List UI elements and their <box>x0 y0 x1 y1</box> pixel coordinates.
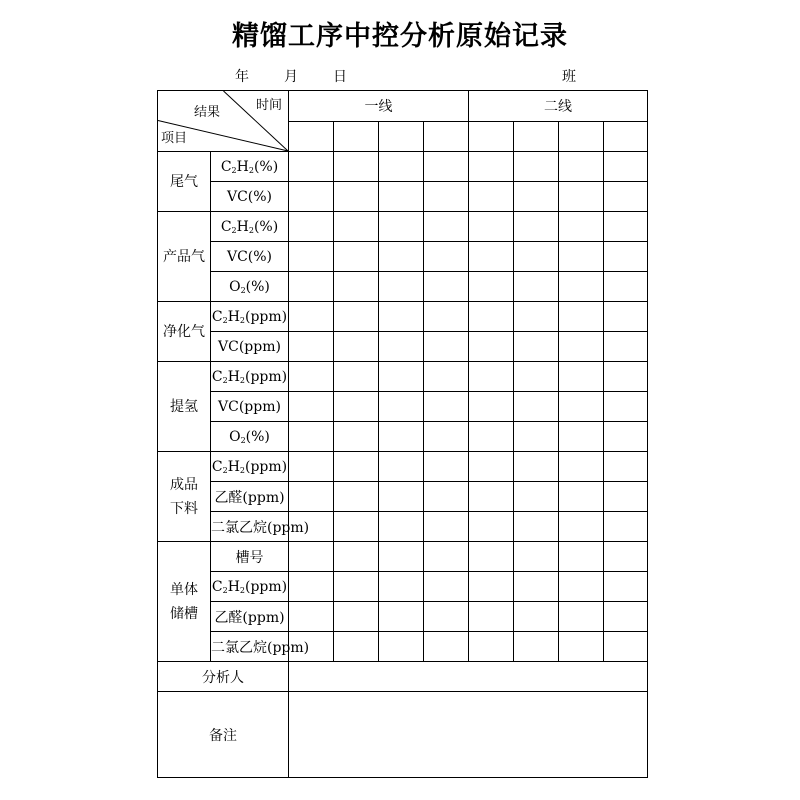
subscript: 2 <box>240 435 246 445</box>
subscript: 2 <box>240 285 246 295</box>
time-slot-cell[interactable] <box>559 122 604 152</box>
entry-cell[interactable] <box>514 272 559 302</box>
entry-cell[interactable] <box>424 182 469 212</box>
table-row <box>158 332 648 362</box>
subscript: 2 <box>239 465 245 475</box>
entry-cell[interactable] <box>559 362 604 392</box>
line1-header: 一线 <box>289 91 469 122</box>
entry-cell[interactable] <box>289 272 334 302</box>
entry-cell[interactable] <box>469 272 514 302</box>
remark-label: 备注 <box>158 692 289 778</box>
entry-cell[interactable] <box>469 572 514 602</box>
entry-cell[interactable] <box>604 392 648 422</box>
entry-cell[interactable] <box>604 422 648 452</box>
entry-cell[interactable] <box>604 332 648 362</box>
entry-cell[interactable] <box>424 452 469 482</box>
entry-cell[interactable] <box>289 392 334 422</box>
table-row <box>158 242 648 272</box>
entry-cell[interactable] <box>469 302 514 332</box>
table-row <box>158 182 648 212</box>
table-row <box>158 272 648 302</box>
entry-cell[interactable] <box>334 362 379 392</box>
entry-cell[interactable] <box>379 242 424 272</box>
entry-cell[interactable] <box>514 362 559 392</box>
subscript: 2 <box>222 375 228 385</box>
parameter-label: $C_2H_2(\%)$ <box>211 212 289 242</box>
entry-cell[interactable] <box>604 302 648 332</box>
entry-cell[interactable] <box>469 542 514 572</box>
day-label: 日 <box>333 69 347 85</box>
entry-cell[interactable] <box>379 182 424 212</box>
entry-cell[interactable] <box>604 632 648 662</box>
entry-cell[interactable] <box>469 452 514 482</box>
entry-cell[interactable] <box>289 152 334 182</box>
table-row <box>158 152 648 182</box>
year-label: 年 <box>235 69 249 85</box>
entry-cell[interactable] <box>379 632 424 662</box>
entry-cell[interactable] <box>334 212 379 242</box>
parameter-label: 乙醛(ppm) <box>211 602 289 632</box>
entry-cell[interactable] <box>379 482 424 512</box>
table-row <box>158 572 648 602</box>
time-slot-cell[interactable] <box>604 122 648 152</box>
remark-row <box>158 692 648 778</box>
parameter-label: 槽号 <box>211 542 289 572</box>
entry-cell[interactable] <box>424 422 469 452</box>
remark-field[interactable] <box>289 692 648 778</box>
entry-cell[interactable] <box>469 482 514 512</box>
parameter-label: $C_2H_2(\%)$ <box>211 152 289 182</box>
time-slot-cell[interactable] <box>424 122 469 152</box>
table-row <box>158 602 648 632</box>
entry-cell[interactable] <box>514 302 559 332</box>
subscript: 2 <box>239 585 245 595</box>
entry-cell[interactable] <box>469 512 514 542</box>
entry-cell[interactable] <box>514 422 559 452</box>
parameter-label: $C_2H_2(ppm)$ <box>211 362 289 392</box>
header-row <box>158 91 648 122</box>
entry-cell[interactable] <box>424 152 469 182</box>
entry-cell[interactable] <box>424 572 469 602</box>
entry-cell[interactable] <box>334 632 379 662</box>
entry-cell[interactable] <box>424 332 469 362</box>
parameter-label: 二氯乙烷(ppm) <box>211 512 289 542</box>
group-label: 成品 下料 <box>158 452 211 542</box>
entry-cell[interactable] <box>424 482 469 512</box>
group-label: 单体 储槽 <box>158 542 211 662</box>
entry-cell[interactable] <box>289 602 334 632</box>
entry-cell[interactable] <box>469 362 514 392</box>
parameter-label: $C_2H_2(ppm)$ <box>211 452 289 482</box>
entry-cell[interactable] <box>469 392 514 422</box>
entry-cell[interactable] <box>289 362 334 392</box>
subscript: 2 <box>248 165 254 175</box>
entry-cell[interactable] <box>559 482 604 512</box>
parameter-label: 二氯乙烷(ppm) <box>211 632 289 662</box>
entry-cell[interactable] <box>379 152 424 182</box>
entry-cell[interactable] <box>289 182 334 212</box>
entry-cell[interactable] <box>379 572 424 602</box>
entry-cell[interactable] <box>424 392 469 422</box>
subscript: 2 <box>222 465 228 475</box>
entry-cell[interactable] <box>289 572 334 602</box>
time-slot-cell[interactable] <box>334 122 379 152</box>
entry-cell[interactable] <box>379 272 424 302</box>
subscript: 2 <box>239 375 245 385</box>
entry-cell[interactable] <box>559 632 604 662</box>
entry-cell[interactable] <box>559 512 604 542</box>
entry-cell[interactable] <box>379 212 424 242</box>
entry-cell[interactable] <box>379 512 424 542</box>
parameter-label: VC(ppm) <box>211 392 289 422</box>
entry-cell[interactable] <box>514 512 559 542</box>
entry-cell[interactable] <box>514 482 559 512</box>
entry-cell[interactable] <box>514 452 559 482</box>
subscript: 2 <box>222 585 228 595</box>
entry-cell[interactable] <box>604 242 648 272</box>
table-row <box>158 362 648 392</box>
entry-cell[interactable] <box>559 272 604 302</box>
analyst-row <box>158 662 648 692</box>
parameter-label: VC(%) <box>211 242 289 272</box>
parameter-label: VC(ppm) <box>211 332 289 362</box>
entry-cell[interactable] <box>424 362 469 392</box>
line2-header: 二线 <box>469 91 648 122</box>
entry-cell[interactable] <box>469 602 514 632</box>
entry-cell[interactable] <box>424 242 469 272</box>
corner-cell <box>158 91 289 152</box>
table-row <box>158 212 648 242</box>
entry-cell[interactable] <box>334 452 379 482</box>
entry-cell[interactable] <box>559 332 604 362</box>
entry-cell[interactable] <box>334 572 379 602</box>
parameter-label: $O_2(\%)$ <box>211 422 289 452</box>
table-row <box>158 542 648 572</box>
table-row <box>158 302 648 332</box>
shift-label: 班 <box>562 69 576 85</box>
entry-cell[interactable] <box>424 212 469 242</box>
parameter-label: VC(%) <box>211 182 289 212</box>
entry-cell[interactable] <box>514 602 559 632</box>
entry-cell[interactable] <box>514 182 559 212</box>
entry-cell[interactable] <box>424 302 469 332</box>
entry-cell[interactable] <box>604 542 648 572</box>
entry-cell[interactable] <box>604 182 648 212</box>
time-slot-cell[interactable] <box>514 122 559 152</box>
month-label: 月 <box>284 69 298 85</box>
entry-cell[interactable] <box>469 422 514 452</box>
table-row <box>158 422 648 452</box>
entry-cell[interactable] <box>289 302 334 332</box>
entry-cell[interactable] <box>289 242 334 272</box>
entry-cell[interactable] <box>334 602 379 632</box>
entry-cell[interactable] <box>379 422 424 452</box>
entry-cell[interactable] <box>379 362 424 392</box>
entry-cell[interactable] <box>379 332 424 362</box>
entry-cell[interactable] <box>514 572 559 602</box>
entry-cell[interactable] <box>289 542 334 572</box>
entry-cell[interactable] <box>469 152 514 182</box>
subscript: 2 <box>231 225 237 235</box>
entry-cell[interactable] <box>424 272 469 302</box>
entry-cell[interactable] <box>514 332 559 362</box>
entry-cell[interactable] <box>334 512 379 542</box>
time-slot-cell[interactable] <box>289 122 334 152</box>
entry-cell[interactable] <box>379 302 424 332</box>
entry-cell[interactable] <box>334 392 379 422</box>
entry-cell[interactable] <box>289 212 334 242</box>
entry-cell[interactable] <box>469 242 514 272</box>
entry-cell[interactable] <box>289 482 334 512</box>
entry-cell[interactable] <box>604 152 648 182</box>
entry-cell[interactable] <box>379 602 424 632</box>
entry-cell[interactable] <box>604 572 648 602</box>
entry-cell[interactable] <box>424 602 469 632</box>
entry-cell[interactable] <box>559 452 604 482</box>
entry-cell[interactable] <box>469 332 514 362</box>
entry-cell[interactable] <box>514 242 559 272</box>
entry-cell[interactable] <box>514 392 559 422</box>
entry-cell[interactable] <box>559 152 604 182</box>
corner-item-label: 项目 <box>161 131 188 146</box>
entry-cell[interactable] <box>604 272 648 302</box>
group-label: 尾气 <box>158 152 211 212</box>
table-row <box>158 452 648 482</box>
entry-cell[interactable] <box>559 572 604 602</box>
corner-time-label: 时间 <box>255 98 282 113</box>
group-label: 产品气 <box>158 212 211 302</box>
entry-cell[interactable] <box>334 482 379 512</box>
subscript: 2 <box>231 165 237 175</box>
entry-cell[interactable] <box>559 212 604 242</box>
entry-cell[interactable] <box>334 152 379 182</box>
analyst-field[interactable] <box>289 662 648 692</box>
entry-cell[interactable] <box>379 392 424 422</box>
entry-cell[interactable] <box>514 632 559 662</box>
entry-cell[interactable] <box>469 212 514 242</box>
entry-cell[interactable] <box>289 452 334 482</box>
entry-cell[interactable] <box>334 182 379 212</box>
entry-cell[interactable] <box>604 212 648 242</box>
parameter-label: 乙醛(ppm) <box>211 482 289 512</box>
entry-cell[interactable] <box>289 422 334 452</box>
entry-cell[interactable] <box>334 422 379 452</box>
entry-cell[interactable] <box>604 512 648 542</box>
entry-cell[interactable] <box>334 242 379 272</box>
record-table <box>157 90 648 778</box>
parameter-label: $O_2(\%)$ <box>211 272 289 302</box>
table-row <box>158 632 648 662</box>
entry-cell[interactable] <box>559 422 604 452</box>
page-title: 精馏工序中控分析原始记录 <box>232 21 568 52</box>
entry-cell[interactable] <box>559 302 604 332</box>
entry-cell[interactable] <box>424 632 469 662</box>
entry-cell[interactable] <box>514 542 559 572</box>
entry-cell[interactable] <box>289 332 334 362</box>
subscript: 2 <box>239 315 245 325</box>
entry-cell[interactable] <box>379 542 424 572</box>
subscript: 2 <box>248 225 254 235</box>
subscript: 2 <box>222 315 228 325</box>
analyst-label: 分析人 <box>158 662 289 692</box>
group-label: 净化气 <box>158 302 211 362</box>
parameter-label: $C_2H_2(ppm)$ <box>211 302 289 332</box>
entry-cell[interactable] <box>604 452 648 482</box>
entry-cell[interactable] <box>334 332 379 362</box>
entry-cell[interactable] <box>514 212 559 242</box>
entry-cell[interactable] <box>559 602 604 632</box>
parameter-label: $C_2H_2(ppm)$ <box>211 572 289 602</box>
group-label: 提氢 <box>158 362 211 452</box>
entry-cell[interactable] <box>334 272 379 302</box>
corner-result-label: 结果 <box>194 105 221 120</box>
table-row <box>158 392 648 422</box>
entry-cell[interactable] <box>604 482 648 512</box>
entry-cell[interactable] <box>559 242 604 272</box>
entry-cell[interactable] <box>334 302 379 332</box>
table-row <box>158 482 648 512</box>
table-row <box>158 512 648 542</box>
entry-cell[interactable] <box>469 632 514 662</box>
entry-cell[interactable] <box>604 602 648 632</box>
entry-cell[interactable] <box>424 512 469 542</box>
entry-cell[interactable] <box>334 542 379 572</box>
entry-cell[interactable] <box>559 542 604 572</box>
time-slot-cell[interactable] <box>379 122 424 152</box>
time-slot-cell[interactable] <box>469 122 514 152</box>
entry-cell[interactable] <box>559 182 604 212</box>
entry-cell[interactable] <box>424 542 469 572</box>
entry-cell[interactable] <box>379 452 424 482</box>
entry-cell[interactable] <box>559 392 604 422</box>
entry-cell[interactable] <box>514 152 559 182</box>
entry-cell[interactable] <box>604 362 648 392</box>
entry-cell[interactable] <box>469 182 514 212</box>
